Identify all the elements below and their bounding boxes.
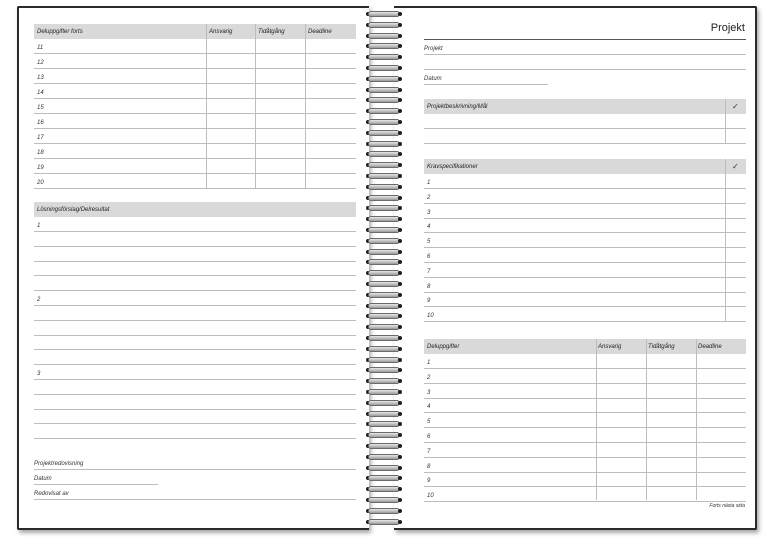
subtask-row-line (424, 457, 746, 458)
spiral-ring (368, 172, 400, 180)
header-deadline-right: Deadline (698, 343, 722, 350)
punch-hole (398, 98, 402, 102)
right-page (394, 6, 757, 530)
table-row-number: 20 (37, 180, 44, 186)
spiral-ring (368, 442, 400, 450)
spiral-ring (368, 237, 400, 245)
spiral-ring (368, 42, 400, 50)
spiral-ring (368, 150, 400, 158)
wire-loop (368, 54, 400, 60)
spiral-ring (368, 10, 400, 18)
punch-hole (398, 55, 402, 59)
subtask-row-number: 8 (427, 464, 431, 470)
wire-loop (368, 519, 400, 525)
solution-line (34, 438, 356, 439)
table-row-line (34, 128, 356, 129)
punch-hole (398, 390, 402, 394)
table-row-number: 15 (37, 105, 44, 111)
spiral-ring (368, 431, 400, 439)
wire-loop (368, 357, 400, 363)
wire-loop (368, 119, 400, 125)
table-row-line (34, 143, 356, 144)
punch-hole (398, 23, 402, 27)
header-subtasks: Deluppgifter (427, 343, 460, 350)
subtask-row-number: 6 (427, 434, 431, 440)
spiral-ring (368, 312, 400, 320)
subtask-row-line (424, 501, 746, 502)
wire-loop (368, 313, 400, 319)
wire-loop (368, 443, 400, 449)
requirement-row-number: 7 (427, 269, 431, 275)
wire-loop (368, 281, 400, 287)
spiral-ring (368, 356, 400, 364)
spiral-ring (368, 291, 400, 299)
spiral-ring (368, 118, 400, 126)
date-line-left (34, 484, 158, 485)
subtask-column-divider (646, 339, 647, 500)
wire-loop (368, 195, 400, 201)
punch-hole (398, 466, 402, 470)
spiral-ring (368, 410, 400, 418)
punch-hole (398, 422, 402, 426)
wire-loop (368, 22, 400, 28)
subtask-row-number: 4 (427, 404, 431, 410)
spiral-ring (368, 464, 400, 472)
subtask-row-number: 5 (427, 419, 431, 425)
wire-loop (368, 346, 400, 352)
wire-loop (368, 76, 400, 82)
requirement-row-line (424, 218, 746, 219)
requirement-row-line (424, 292, 746, 293)
title-underline (424, 39, 746, 40)
wire-loop (368, 227, 400, 233)
wire-loop (368, 270, 400, 276)
requirement-row-number: 10 (427, 313, 434, 319)
subtask-row-number: 7 (427, 449, 431, 455)
punch-hole (398, 347, 402, 351)
requirement-row-line (424, 321, 746, 322)
subtask-row-number: 10 (427, 493, 434, 499)
spiral-ring (368, 129, 400, 137)
subtask-row-number: 2 (427, 375, 431, 381)
wire-loop (368, 205, 400, 211)
punch-hole (398, 206, 402, 210)
wire-loop (368, 421, 400, 427)
punch-hole (398, 271, 402, 275)
spiral-ring (368, 366, 400, 374)
wire-loop (368, 292, 400, 298)
wire-loop (368, 184, 400, 190)
project-line-2 (424, 69, 746, 70)
punch-hole (398, 260, 402, 264)
table-row-number: 19 (37, 165, 44, 171)
spiral-ring (368, 474, 400, 482)
presented-by-line (34, 499, 356, 500)
punch-hole (398, 196, 402, 200)
wire-loop (368, 108, 400, 114)
table-row-line (34, 188, 356, 189)
presentation-line (34, 469, 356, 470)
punch-hole (398, 109, 402, 113)
punch-hole (398, 455, 402, 459)
punch-hole (398, 131, 402, 135)
subtask-row-line (424, 368, 746, 369)
punch-hole (398, 314, 402, 318)
solution-line (34, 320, 356, 321)
wire-loop (368, 173, 400, 179)
spiral-ring (368, 388, 400, 396)
check-icon-requirements: ✓ (732, 162, 739, 171)
punch-hole (398, 12, 402, 16)
spiral-ring (368, 334, 400, 342)
solution-line (34, 349, 356, 350)
subtask-row-number: 9 (427, 478, 431, 484)
wire-loop (368, 97, 400, 103)
spiral-ring (368, 258, 400, 266)
spiral-ring (368, 399, 400, 407)
continued-note: Forts nästa sida (709, 503, 745, 509)
wire-loop (368, 43, 400, 49)
requirement-row-number: 1 (427, 180, 431, 186)
wire-loop (368, 335, 400, 341)
spiral-ring (368, 269, 400, 277)
wire-loop (368, 238, 400, 244)
punch-hole (398, 358, 402, 362)
punch-hole (398, 520, 402, 524)
spiral-ring (368, 345, 400, 353)
subtask-column-divider (696, 339, 697, 500)
table-row-line (34, 53, 356, 54)
table-row-line (34, 98, 356, 99)
spiral-ring (368, 248, 400, 256)
wire-loop (368, 411, 400, 417)
spiral-ring (368, 226, 400, 234)
wire-loop (368, 432, 400, 438)
wire-loop (368, 465, 400, 471)
subtasks-header (424, 339, 746, 354)
solution-line (34, 290, 356, 291)
wire-loop (368, 87, 400, 93)
punch-hole (398, 304, 402, 308)
requirement-row-line (424, 306, 746, 307)
subtask-row-line (424, 472, 746, 473)
project-line-1 (424, 54, 746, 55)
subtask-row-line (424, 442, 746, 443)
description-line-2 (424, 143, 746, 144)
requirement-row-line (424, 188, 746, 189)
punch-hole (398, 368, 402, 372)
spiral-ring (368, 183, 400, 191)
wire-loop (368, 249, 400, 255)
table-row-number: 11 (37, 45, 44, 51)
table-row-line (34, 173, 356, 174)
requirements-header-label: Kravspecifikationer (427, 163, 478, 170)
solution-number: 2 (37, 297, 41, 303)
date-label-right: Datum (424, 76, 442, 82)
wire-loop (368, 497, 400, 503)
spiral-ring (368, 53, 400, 61)
spiral-ring (368, 215, 400, 223)
table-row-number: 18 (37, 150, 44, 156)
punch-hole (398, 433, 402, 437)
spiral-ring (368, 194, 400, 202)
wire-loop (368, 378, 400, 384)
date-line-right (424, 84, 548, 85)
table-row-line (34, 83, 356, 84)
solution-number: 1 (37, 223, 41, 229)
punch-hole (398, 476, 402, 480)
spiral-ring (368, 86, 400, 94)
table-row-number: 14 (37, 90, 44, 96)
wire-loop (368, 33, 400, 39)
punch-hole (398, 325, 402, 329)
wire-loop (368, 65, 400, 71)
punch-hole (398, 44, 402, 48)
punch-hole (398, 250, 402, 254)
table-row-number: 16 (37, 120, 44, 126)
wire-loop (368, 141, 400, 147)
spiral-ring (368, 204, 400, 212)
wire-loop (368, 475, 400, 481)
solution-line (34, 275, 356, 276)
punch-hole (398, 498, 402, 502)
spiral-ring (368, 75, 400, 83)
subtasks-continued-header (34, 24, 356, 39)
requirement-row-number: 9 (427, 298, 431, 304)
punch-hole (398, 444, 402, 448)
spiral-ring (368, 420, 400, 428)
punch-hole (398, 34, 402, 38)
header-time-spent: Tidåtgång (258, 28, 285, 35)
requirement-row-line (424, 232, 746, 233)
punch-hole (398, 185, 402, 189)
requirements-header (424, 159, 746, 174)
wire-loop (368, 508, 400, 514)
requirement-row-line (424, 277, 746, 278)
punch-hole (398, 282, 402, 286)
presented-by-label: Redovisat av (34, 491, 69, 497)
description-header-label: Projektbeskrivning/Mål (427, 103, 488, 110)
table-row-line (34, 68, 356, 69)
solution-number: 3 (37, 371, 41, 377)
punch-hole (398, 401, 402, 405)
spiral-ring (368, 32, 400, 40)
subtask-row-line (424, 383, 746, 384)
spiral-ring (368, 496, 400, 504)
project-label: Projekt (424, 46, 443, 52)
punch-hole (398, 217, 402, 221)
wire-loop (368, 11, 400, 17)
spiral-ring (368, 377, 400, 385)
punch-hole (398, 228, 402, 232)
punch-hole (398, 66, 402, 70)
wire-loop (368, 367, 400, 373)
wire-loop (368, 216, 400, 222)
subtask-row-line (424, 486, 746, 487)
requirement-row-number: 3 (427, 210, 431, 216)
punch-hole (398, 152, 402, 156)
spiral-ring (368, 107, 400, 115)
page-title: Projekt (710, 22, 745, 34)
requirement-row-line (424, 247, 746, 248)
requirement-row-number: 5 (427, 239, 431, 245)
header-deadline: Deadline (308, 28, 332, 35)
wire-loop (368, 151, 400, 157)
spiral-ring (368, 302, 400, 310)
description-header (424, 99, 746, 114)
punch-hole (398, 77, 402, 81)
requirement-row-number: 6 (427, 254, 431, 260)
solution-line (34, 231, 356, 232)
header-responsible: Ansvarig (209, 28, 233, 35)
subtask-row-line (424, 398, 746, 399)
punch-hole (398, 336, 402, 340)
solution-line (34, 409, 356, 410)
wire-loop (368, 162, 400, 168)
requirement-row-line (424, 262, 746, 263)
wire-loop (368, 454, 400, 460)
solution-line (34, 379, 356, 380)
date-label-left: Datum (34, 476, 52, 482)
wire-loop (368, 324, 400, 330)
table-row-number: 13 (37, 75, 44, 81)
subtask-row-line (424, 427, 746, 428)
requirements-check-divider (725, 159, 726, 322)
wire-loop (368, 303, 400, 309)
check-icon-description: ✓ (732, 102, 739, 111)
punch-hole (398, 509, 402, 513)
punch-hole (398, 239, 402, 243)
wire-loop (368, 486, 400, 492)
header-subtasks-continued: Deluppgifter forts (37, 28, 83, 35)
spiral-ring (368, 518, 400, 526)
spiral-ring (368, 485, 400, 493)
wire-loop (368, 400, 400, 406)
punch-hole (398, 487, 402, 491)
spiral-ring (368, 96, 400, 104)
requirement-row-number: 2 (427, 195, 431, 201)
spiral-ring (368, 323, 400, 331)
punch-hole (398, 174, 402, 178)
spiral-binding (362, 8, 406, 528)
subtask-row-number: 3 (427, 390, 431, 396)
punch-hole (398, 293, 402, 297)
subtask-column-divider (596, 339, 597, 500)
spiral-ring (368, 21, 400, 29)
table-column-divider (255, 24, 256, 189)
solution-line (34, 423, 356, 424)
requirement-row-number: 4 (427, 224, 431, 230)
solution-line (34, 305, 356, 306)
wire-loop (368, 259, 400, 265)
wire-loop (368, 130, 400, 136)
spiral-ring (368, 280, 400, 288)
solution-header: Lösningsförslag/Delresultat (34, 202, 356, 217)
header-time-spent-right: Tidåtgång (648, 343, 675, 350)
spiral-ring (368, 453, 400, 461)
solution-line (34, 364, 356, 365)
header-responsible-right: Ansvarig (598, 343, 622, 350)
subtask-row-line (424, 412, 746, 413)
wire-loop (368, 389, 400, 395)
left-page (17, 6, 369, 530)
requirement-row-number: 8 (427, 284, 431, 290)
requirement-row-line (424, 203, 746, 204)
spiral-ring (368, 161, 400, 169)
table-column-divider (305, 24, 306, 189)
table-row-line (34, 158, 356, 159)
subtask-row-number: 1 (427, 360, 431, 366)
description-line-1 (424, 128, 746, 129)
description-check-divider (725, 99, 726, 144)
project-presentation-label: Projektredovisning (34, 461, 84, 467)
table-column-divider (206, 24, 207, 189)
spiral-ring (368, 140, 400, 148)
punch-hole (398, 88, 402, 92)
punch-hole (398, 120, 402, 124)
table-row-number: 12 (37, 60, 44, 66)
solution-line (34, 335, 356, 336)
spiral-ring (368, 64, 400, 72)
table-row-line (34, 113, 356, 114)
spiral-ring (368, 507, 400, 515)
solution-line (34, 394, 356, 395)
punch-hole (398, 142, 402, 146)
punch-hole (398, 412, 402, 416)
table-row-number: 17 (37, 135, 44, 141)
punch-hole (398, 379, 402, 383)
solution-line (34, 246, 356, 247)
punch-hole (398, 163, 402, 167)
solution-line (34, 261, 356, 262)
